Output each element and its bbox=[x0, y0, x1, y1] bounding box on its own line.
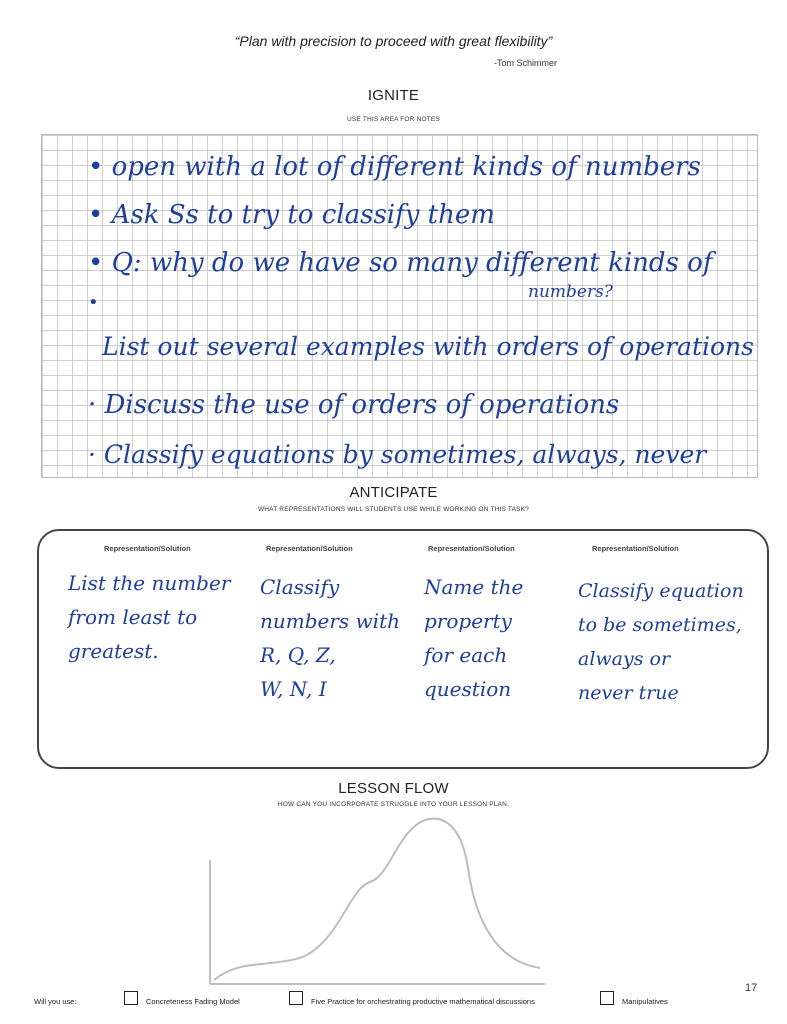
note-line-8: · Classify equations by sometimes, always, never bbox=[88, 440, 707, 469]
note-line-1: • open with a lot of different kinds of numbers bbox=[88, 152, 701, 182]
struggle-curve-graph bbox=[200, 810, 560, 990]
note-line-2: • Ask Ss to try to classify them bbox=[88, 200, 495, 230]
column-text-4[interactable]: Classify equation to be sometimes, always or never true bbox=[578, 580, 744, 704]
will-you-use-label: Will you use: bbox=[34, 997, 77, 1006]
ignite-title: IGNITE bbox=[367, 87, 420, 104]
note-line-4: numbers? bbox=[528, 282, 613, 302]
anticipate-subtitle: WHAT REPRESENTATIONS WILL STUDENTS USE WHILE WORKING ON THIS TASK? bbox=[257, 506, 530, 513]
column-heading-2: Representation/Solution bbox=[266, 544, 353, 553]
column-heading-1: Representation/Solution bbox=[104, 544, 191, 553]
concreteness-fading-label: Concreteness Fading Model bbox=[146, 997, 240, 1006]
column-heading-4: Representation/Solution bbox=[592, 544, 679, 553]
five-practice-label: Five Practice for orchestrating productive mathematical discussions bbox=[311, 997, 535, 1006]
note-line-7: · Discuss the use of orders of operations bbox=[88, 390, 620, 420]
lesson-flow-title: LESSON FLOW bbox=[338, 780, 449, 797]
manipulatives-label: Manipulatives bbox=[622, 997, 668, 1006]
ignite-subtitle: USE THIS AREA FOR NOTES bbox=[347, 116, 440, 123]
quote-author: -Tom Schimmer bbox=[494, 58, 558, 68]
column-heading-3: Representation/Solution bbox=[428, 544, 515, 553]
column-text-1[interactable]: List the number from least to greatest. bbox=[68, 571, 231, 663]
five-practice-checkbox[interactable] bbox=[289, 991, 303, 1005]
lesson-flow-subtitle: HOW CAN YOU INCORPORATE STRUGGLE INTO YOUR LESSON PLAN. bbox=[277, 801, 510, 808]
note-line-5-bullet: • bbox=[88, 292, 99, 313]
note-line-3: • Q: why do we have so many different kinds of bbox=[88, 248, 713, 278]
manipulatives-checkbox[interactable] bbox=[600, 991, 614, 1005]
anticipate-title: ANTICIPATE bbox=[349, 484, 438, 501]
page-number: 17 bbox=[745, 982, 758, 994]
column-text-3[interactable]: Name the property for each question bbox=[424, 575, 524, 701]
concreteness-fading-checkbox[interactable] bbox=[124, 991, 138, 1005]
quote: “Plan with precision to proceed with great flexibility” bbox=[234, 33, 553, 49]
note-line-6: List out several examples with orders of operations bbox=[102, 332, 754, 361]
notes-grid[interactable] bbox=[41, 134, 758, 478]
struggle-curve bbox=[214, 819, 540, 980]
column-text-2[interactable]: Classify numbers with R, Q, Z, W, N, I bbox=[260, 575, 400, 701]
